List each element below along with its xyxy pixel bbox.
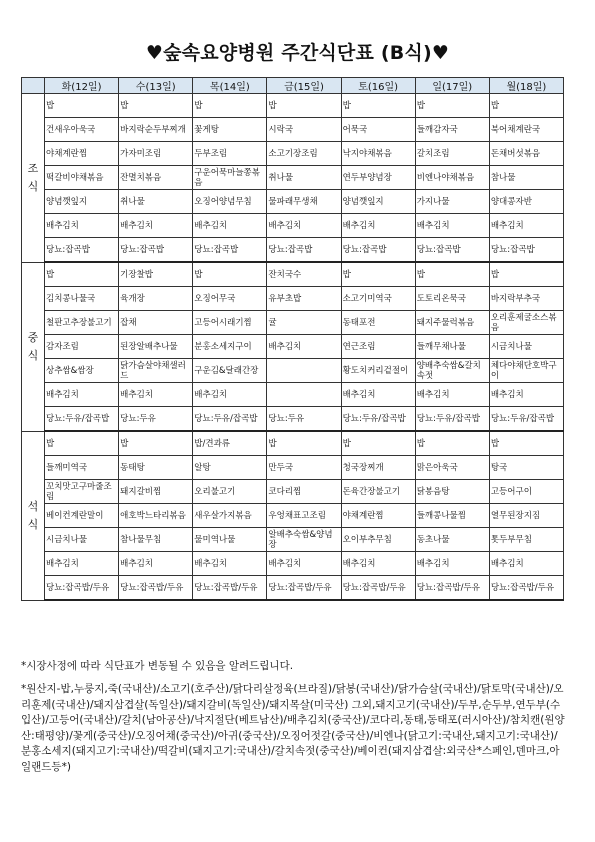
menu-cell: 시금치나물 [45,528,119,552]
menu-cell: 밥 [193,262,267,287]
menu-cell: 김치콩나물국 [45,287,119,311]
menu-cell: 비엔나야채볶음 [415,166,489,190]
day-header: 금(15일) [267,78,341,94]
menu-cell: 구운김&달래간장 [193,359,267,383]
menu-cell: 취나물 [267,166,341,190]
meal-label: 조 식 [22,94,45,263]
meal-label: 중 식 [22,262,45,431]
menu-cell: 당뇨:잡곡밥 [267,238,341,263]
menu-cell: 감자조림 [45,335,119,359]
menu-cell: 연두부양념장 [341,166,415,190]
menu-cell: 새우살가지볶음 [193,504,267,528]
menu-cell: 당뇨:두유/잡곡밥 [489,407,563,432]
menu-cell: 배추김치 [267,552,341,576]
menu-cell: 상추쌈&쌈장 [45,359,119,383]
menu-cell: 오징어양념무침 [193,190,267,214]
menu-cell: 시금치나물 [489,335,563,359]
menu-row [22,576,564,601]
menu-cell: 갈치조림 [415,142,489,166]
menu-cell: 가지나물 [415,190,489,214]
menu-row [22,407,564,432]
menu-cell: 황도치커리겉절이 [341,359,415,383]
menu-cell: 양념깻잎지 [341,190,415,214]
menu-cell: 밥 [415,262,489,287]
menu-cell: 밥 [45,431,119,456]
menu-cell: 당뇨:잡곡밥 [341,238,415,263]
menu-cell: 당뇨:잡곡밥 [489,238,563,263]
menu-cell: 배추김치 [415,552,489,576]
menu-cell: 당뇨:잡곡밥/두유 [341,576,415,601]
menu-row [22,431,564,456]
menu-cell: 건새우아욱국 [45,118,119,142]
day-header-row [22,78,564,94]
menu-cell: 도토리온묵국 [415,287,489,311]
menu-cell: 소고기미역국 [341,287,415,311]
menu-cell: 돈채버섯볶음 [489,142,563,166]
menu-cell: 들깨감자국 [415,118,489,142]
origin-info-text: *원산지-밥,누룽지,죽(국내산)/소고기(호주산)/닭다리살정육(브라질)/닭봉(국내산)/닭가슴살(국내산)/닭토막(국내산)/오리훈제(국내산)/돼지삼겹살(독일산)/돼지갈비(독일산)/돼지목살(미국산) 그외,돼지고기(국내산)/두부,순두부,연두부(수입산)/고등어(국내산)/갈치(남아공산)/낙지절단(베트남산)/배추김치(중국산)/코다리,동태,동태포(러시아산)/참치캔(원양산:태평양)/꽃게(중국산)/오징어채(중국산)/아귀(중국산)/오징어젓갈(중국산)/비엔나(닭고기:국내산,돼지고기:국내산)/분홍소세지(돼지고기:국내산)/떡갈비(돼지고기:국내산)/갈치속젓(중국산)/베이컨(돼지삼겹살:외국산*스페인,덴마크,아일랜드등*) [21,683,565,773]
menu-row [22,383,564,407]
menu-cell: 밥 [341,262,415,287]
menu-cell: 두부조림 [193,142,267,166]
menu-cell: 기장찰밥 [119,262,193,287]
menu-cell: 닭가슴살야채샐러드 [119,359,193,383]
menu-cell: 돼지갈비찜 [119,480,193,504]
menu-cell: 바지락부추국 [489,287,563,311]
menu-row [22,142,564,166]
menu-cell: 가자미조림 [119,142,193,166]
menu-cell: 밥 [45,262,119,287]
menu-cell: 알배추숙쌈&양념장 [267,528,341,552]
menu-cell: 양대콩자반 [489,190,563,214]
menu-cell: 고등어구이 [489,480,563,504]
menu-cell: 꽃게탕 [193,118,267,142]
menu-cell: 당뇨:잡곡밥 [193,238,267,263]
menu-cell: 밥 [267,431,341,456]
menu-cell: 배추김치 [119,214,193,238]
menu-row [22,335,564,359]
day-header: 토(16일) [341,78,415,94]
menu-cell: 배추김치 [267,335,341,359]
menu-cell: 코다리찜 [267,480,341,504]
menu-cell: 밥 [119,431,193,456]
menu-cell: 배추김치 [489,552,563,576]
menu-cell: 알탕 [193,456,267,480]
menu-row [22,118,564,142]
menu-cell: 맑은아욱국 [415,456,489,480]
menu-cell: 오이부추무침 [341,528,415,552]
menu-cell: 돼지주물럭볶음 [415,311,489,335]
menu-cell: 귤 [267,311,341,335]
menu-row [22,552,564,576]
menu-cell: 당뇨:잡곡밥/두유 [489,576,563,601]
menu-cell: 동태탕 [119,456,193,480]
menu-cell: 참나물무침 [119,528,193,552]
menu-cell: 배추김치 [193,552,267,576]
menu-cell: 물파래무생채 [267,190,341,214]
menu-cell: 잔멸치볶음 [119,166,193,190]
menu-cell: 떡갈비야채볶음 [45,166,119,190]
menu-cell: 들깨미역국 [45,456,119,480]
menu-cell: 시락국 [267,118,341,142]
menu-cell: 분홍소세지구이 [193,335,267,359]
menu-cell: 당뇨:두유/잡곡밥 [45,407,119,432]
menu-cell: 배추김치 [415,214,489,238]
menu-row [22,190,564,214]
menu-cell: 밥 [341,431,415,456]
menu-cell: 밥 [341,94,415,118]
menu-row [22,166,564,190]
menu-cell: 밥 [193,94,267,118]
menu-cell: 당뇨:두유/잡곡밥 [341,407,415,432]
menu-cell: 당뇨:두유/잡곡밥 [415,407,489,432]
menu-cell: 열무된장지짐 [489,504,563,528]
menu-cell: 고등어시래기찜 [193,311,267,335]
menu-cell: 철판고추장불고기 [45,311,119,335]
menu-cell: 오리불고기 [193,480,267,504]
menu-cell: 연근조림 [341,335,415,359]
menu-cell: 당뇨:잡곡밥/두유 [267,576,341,601]
menu-cell: 돈육간장불고기 [341,480,415,504]
menu-cell: 당뇨:잡곡밥/두유 [119,576,193,601]
menu-cell: 배추김치 [341,383,415,407]
menu-cell: 어묵국 [341,118,415,142]
menu-cell: 된장알배추나물 [119,335,193,359]
day-header: 월(18일) [489,78,563,94]
menu-cell: 동태포전 [341,311,415,335]
menu-cell: 동초나물 [415,528,489,552]
menu-row [22,456,564,480]
weekly-menu-table [21,77,564,601]
menu-cell: 배추김치 [45,214,119,238]
menu-cell: 밥 [415,94,489,118]
menu-cell: 배추김치 [119,552,193,576]
menu-cell: 꼬치맛고구마줄조림 [45,480,119,504]
menu-cell: 들깨콩나물찜 [415,504,489,528]
page-title: ♥숲속요양병원 주간식단표 (B식)♥ [145,42,450,64]
menu-cell: 양배추숙쌈&갈치속젓 [415,359,489,383]
menu-cell: 당뇨:잡곡밥/두유 [415,576,489,601]
menu-cell: 오징어무국 [193,287,267,311]
day-header: 화(12일) [45,78,119,94]
day-header: 일(17일) [415,78,489,94]
menu-cell: 구운어묵마늘쫑볶음 [193,166,267,190]
menu-cell: 소고기장조림 [267,142,341,166]
menu-row [22,238,564,263]
menu-cell: 밥 [489,262,563,287]
menu-cell: 애호박느타리볶음 [119,504,193,528]
menu-row [22,359,564,383]
menu-cell: 밥 [267,94,341,118]
menu-cell: 밥 [45,94,119,118]
menu-cell: 당뇨:두유/잡곡밥 [193,407,267,432]
menu-row [22,287,564,311]
menu-cell: 베이컨계란말이 [45,504,119,528]
menu-cell: 당뇨:잡곡밥/두유 [193,576,267,601]
menu-cell: 바지락순두부찌개 [119,118,193,142]
menu-cell: 배추김치 [45,383,119,407]
menu-cell: 잡채 [119,311,193,335]
menu-row [22,528,564,552]
menu-cell: 탕국 [489,456,563,480]
menu-cell: 당뇨:잡곡밥 [119,238,193,263]
menu-cell: 당뇨:두유 [119,407,193,432]
menu-cell: 닭봉음탕 [415,480,489,504]
corner-cell [22,78,45,94]
menu-cell [267,383,341,407]
menu-cell: 북어채계란국 [489,118,563,142]
menu-cell: 밥 [489,94,563,118]
menu-cell: 배추김치 [415,383,489,407]
menu-row [22,262,564,287]
day-header: 목(14일) [193,78,267,94]
menu-cell: 청국장찌개 [341,456,415,480]
menu-cell: 배추김치 [45,552,119,576]
menu-row [22,214,564,238]
menu-cell: 밥/견과류 [193,431,267,456]
menu-cell: 당뇨:두유 [267,407,341,432]
menu-cell: 당뇨:잡곡밥 [45,238,119,263]
menu-cell: 당뇨:잡곡밥 [415,238,489,263]
menu-cell: 양념깻잎지 [45,190,119,214]
menu-cell [267,359,341,383]
menu-row [22,504,564,528]
menu-cell: 육개장 [119,287,193,311]
menu-cell: 배추김치 [489,214,563,238]
menu-cell: 밥 [415,431,489,456]
menu-cell: 취나물 [119,190,193,214]
menu-cell: 배추김치 [489,383,563,407]
menu-row [22,480,564,504]
notice-text: *시장사정에 따라 식단표가 변동될 수 있음을 알려드립니다. [21,660,294,672]
menu-cell: 체다야채단호박구이 [489,359,563,383]
menu-cell: 참나물 [489,166,563,190]
menu-cell: 우엉채표고조림 [267,504,341,528]
menu-cell: 밥 [119,94,193,118]
menu-cell: 당뇨:잡곡밥/두유 [45,576,119,601]
menu-cell: 배추김치 [193,214,267,238]
day-header: 수(13일) [119,78,193,94]
menu-cell: 배추김치 [119,383,193,407]
menu-cell: 배추김치 [341,552,415,576]
menu-cell: 야채계란찜 [341,504,415,528]
menu-cell: 배추김치 [193,383,267,407]
menu-cell: 물미역나물 [193,528,267,552]
menu-cell: 배추김치 [341,214,415,238]
menu-row [22,311,564,335]
menu-cell: 들깨무채나물 [415,335,489,359]
meal-label: 석 식 [22,431,45,600]
menu-cell: 유부초밥 [267,287,341,311]
menu-cell: 배추김치 [267,214,341,238]
menu-cell: 잔치국수 [267,262,341,287]
menu-cell: 밥 [489,431,563,456]
menu-cell: 톳두부무침 [489,528,563,552]
menu-cell: 낙지야채볶음 [341,142,415,166]
menu-row [22,94,564,118]
menu-cell: 만두국 [267,456,341,480]
menu-cell: 야채계란찜 [45,142,119,166]
menu-cell: 오리훈제굴소스볶음 [489,311,563,335]
